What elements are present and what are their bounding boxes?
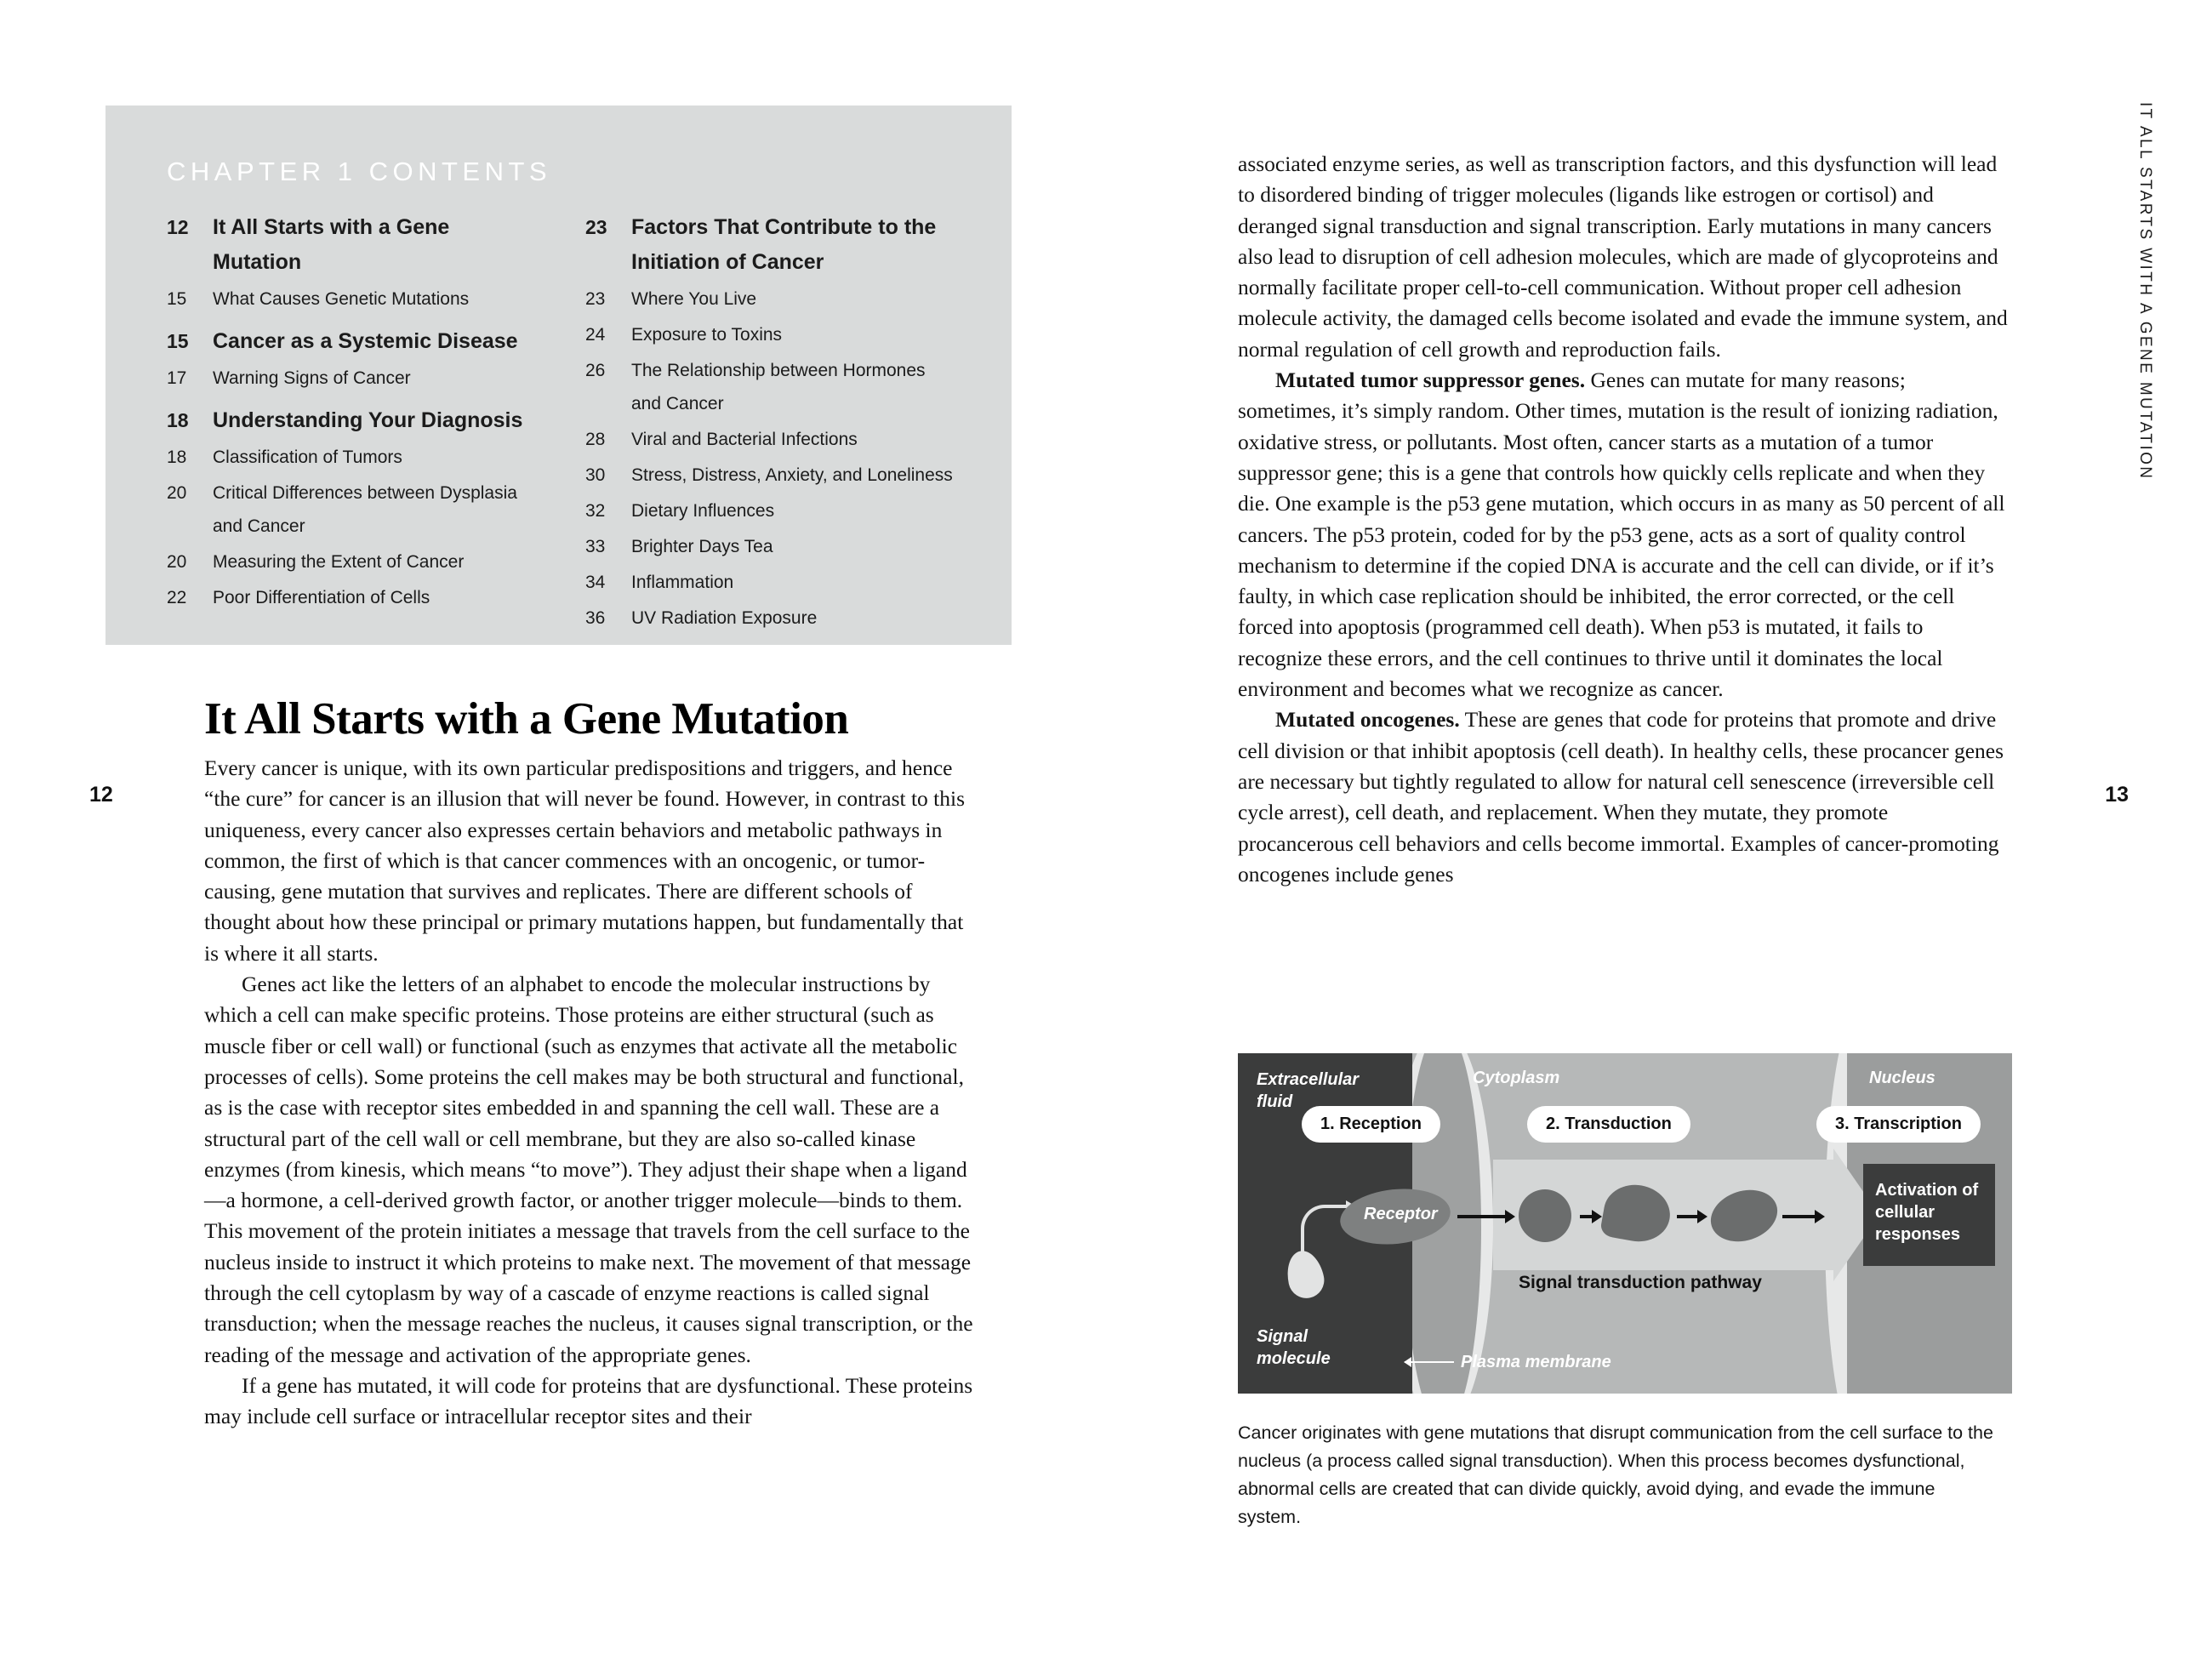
toc-entry-label: Brighter Days Tea (631, 537, 773, 556)
toc-entry-label: Poor Differentiation of Cells (213, 588, 430, 607)
toc-page-number: 15 (167, 289, 187, 309)
toc-entry-label: Understanding Your Diagnosis (213, 408, 523, 432)
toc-page-number: 17 (167, 368, 187, 388)
toc-entry[interactable] (167, 282, 534, 316)
toc-entry[interactable] (167, 441, 534, 474)
paragraph (1238, 704, 2008, 890)
paragraph: If a gene has mutated, it will code for proteins that are dysfunctional. These proteins may include cell surface or intracellular receptor sites and their (204, 1372, 973, 1429)
paragraph-text: These are genes that code for proteins that promote and drive cell division or that inhibit apoptosis (cell death). In healthy cells, these procancer genes are necessary but tightly regulated to allow for natural cell senescence (irreversible cell cycle arrest), cell death, and replacement. When they mutate, they promote procancerous cell behaviors and cells become immortal. Examples of cancer-promoting oncogenes include genes (1238, 707, 2004, 887)
toc-entry[interactable] (167, 403, 534, 438)
toc-entry[interactable] (167, 581, 534, 614)
protein-blob-1 (1519, 1189, 1571, 1242)
toc-entry-label: Classification of Tumors (213, 448, 402, 467)
binding-arrow-icon (1301, 1205, 1347, 1261)
toc-entry[interactable] (167, 362, 534, 395)
toc-entry[interactable] (167, 324, 534, 359)
toc-entry[interactable] (585, 530, 953, 563)
right-page (1106, 0, 2212, 1659)
nucleus-label: Nucleus (1869, 1069, 1936, 1087)
paragraph-lead-in: Mutated oncogenes. (1275, 707, 1460, 733)
toc-page-number: 15 (167, 330, 189, 352)
toc-column-1 (167, 210, 534, 635)
toc-page-number: 33 (585, 537, 606, 556)
toc-entry[interactable] (167, 545, 534, 579)
toc-page-number: 12 (167, 216, 189, 238)
signal-arrow-icon (1580, 1215, 1593, 1218)
toc-entry-label: The Relationship between Hormones and Cancer (631, 361, 926, 413)
toc-entry-label: Inflammation (631, 573, 734, 592)
toc-page-number: 32 (585, 501, 606, 521)
paragraph: associated enzyme series, as well as transcription factors, and this dysfunction will lead to disordered binding of trigger molecules (ligands like estrogen or cortisol) and deranged signal transduction and signal transcription. Early mutations in many cancers also lead to disruption of cell adhesion molecules, which are made of glycoproteins and normally facilitate proper cell-to-cell communication. Without proper cell adhesion molecule activity, the damaged cells become isolated and evade the immune system, and normal regulation of cell growth and reproduction fails. (1238, 151, 2008, 362)
toc-entry-label: Cancer as a Systemic Disease (213, 329, 518, 353)
toc-page-number: 34 (585, 573, 606, 592)
paragraph-text: Genes can mutate for many reasons; sometimes, it’s simply random. Other times, mutation is the result of ionizing radiation, oxidative stress, or pollutants. Most often, cancer starts as a mutation of a tumor suppressor gene; this is a gene that controls how quickly cells replicate and when they die. One example is the p53 gene mutation, which occurs in as many as 50 percent of all cancers. The p53 protein, coded for by the p53 gene, acts as a sort of quality control mechanism to determine if the copied DNA is accurate and the cell can divide, or if it’s faulty, in which case replication should be inhibited, the error corrected, or the cell forced into apoptosis (programmed cell death). When p53 is mutated, it fails to recognize these errors, and the cell continues to thrive until it dominates the local environment and becomes what we recognize as cancer. (1238, 368, 2005, 702)
toc-entry-label: It All Starts with a Gene Mutation (213, 215, 450, 274)
toc-entry-label: Exposure to Toxins (631, 325, 783, 345)
toc-entry[interactable] (585, 354, 953, 420)
left-body-text (204, 753, 974, 1433)
extracellular-fluid-label: Extracellular fluid (1257, 1070, 1360, 1111)
toc-column-2 (585, 210, 953, 635)
toc-page-number: 20 (167, 552, 187, 572)
signal-molecule-label: Signal molecule (1257, 1327, 1331, 1368)
figure-caption: Cancer originates with gene mutations that disrupt communication from the cell surface to the nucleus (a process called signal transduction). When this process becomes dysfunctional, abnormal cells are created that can divide quickly, avoid dying, and evade the immune system. (1238, 1422, 1993, 1527)
toc-page-number: 23 (585, 216, 607, 238)
paragraph: Genes act like the letters of an alphabet to encode the molecular instructions by which a cell can make specific proteins. Those proteins are either structural (such as muscle fiber or cell wall) or functional (such as enzymes that activate all the metabolic processes of cells). Some proteins the cell makes may be both structural and functional, as is the case with receptor sites embedded in and spanning the cell wall. These are a structural part of the cell wall or cell membrane, but they are also so-called kinase enzymes (from kinesis, which means “to move”). They adjust their shape when a ligand—a hormone, a cell-derived growth factor, or another trigger molecule—binds to them. This movement of the protein initiates a message that travels from the cell surface to the nucleus inside to instruct it which proteins to make next. The movement of that message through the cell cytoplasm by way of a cascade of enzyme reactions is called signal transduction; when the message reaches the nucleus, it causes signal transcription, or the reading of the message and activation of the appropriate genes. (204, 972, 973, 1367)
toc-page-number: 24 (585, 325, 606, 345)
toc-entry[interactable] (585, 494, 953, 527)
toc-page-number: 36 (585, 608, 606, 628)
toc-entry[interactable] (585, 282, 953, 316)
toc-page-number: 20 (167, 483, 187, 503)
toc-entry-label: Dietary Influences (631, 501, 775, 521)
signal-arrow-icon (1782, 1215, 1816, 1218)
page-title: It All Starts with a Gene Mutation (204, 694, 849, 744)
right-body-text (1238, 149, 2008, 890)
step-transduction-badge: 2. Transduction (1527, 1106, 1690, 1143)
toc-page-number: 22 (167, 588, 187, 607)
chapter-contents-box (105, 105, 1012, 645)
receptor-label: Receptor (1364, 1205, 1438, 1223)
toc-page-number: 18 (167, 448, 187, 467)
running-head: IT ALL STARTS WITH A GENE MUTATION (2136, 102, 2154, 481)
toc-entry-label: Stress, Distress, Anxiety, and Loneliness (631, 465, 953, 485)
page-number-right: 13 (2105, 783, 2129, 807)
activation-of-cellular-responses-box: Activation of cellular responses (1863, 1164, 1995, 1266)
toc-entry-label: What Causes Genetic Mutations (213, 289, 470, 309)
toc-page-number: 26 (585, 361, 606, 380)
signal-transduction-diagram (1238, 1053, 2012, 1394)
plasma-membrane-label: Plasma membrane (1461, 1353, 1611, 1371)
toc-page-number: 30 (585, 465, 606, 485)
toc-page-number: 23 (585, 289, 606, 309)
toc-entry[interactable] (585, 423, 953, 456)
toc-entry[interactable] (585, 459, 953, 492)
signal-arrow-icon (1457, 1215, 1507, 1218)
toc-entry[interactable] (585, 318, 953, 351)
toc-entry[interactable] (585, 566, 953, 599)
paragraph-lead-in: Mutated tumor suppressor genes. (1275, 368, 1586, 393)
toc-entry[interactable] (167, 210, 534, 280)
toc-entry[interactable] (585, 210, 953, 280)
step-transcription-badge: 3. Transcription (1816, 1106, 1981, 1143)
toc-entry-label: Measuring the Extent of Cancer (213, 552, 465, 572)
signal-arrow-icon (1677, 1215, 1699, 1218)
cytoplasm-label: Cytoplasm (1473, 1069, 1560, 1087)
toc-entry-label: UV Radiation Exposure (631, 608, 818, 628)
toc-entry-label: Where You Live (631, 289, 757, 309)
toc-entry-label: Factors That Contribute to the Initiation of Cancer (631, 215, 937, 274)
toc-entry-label: Viral and Bacterial Infections (631, 430, 858, 449)
toc-entry[interactable] (167, 476, 534, 543)
toc-entry-label: Critical Differences between Dysplasia and Cancer (213, 483, 517, 536)
chapter-contents-columns (167, 210, 954, 635)
toc-entry-label: Warning Signs of Cancer (213, 368, 411, 388)
paragraph: Every cancer is unique, with its own particular predispositions and triggers, and hence “the cure” for cancer is an illusion that will never be found. However, in contrast to this uniqueness, every cancer also expresses certain behaviors and metabolic pathways in common, the first of which is that cancer commences with an oncogenic, or tumor-causing, gene mutation that survives and replicates. There are different schools of thought about how these principal or primary mutations happen, but fundamentally that is where it all starts. (204, 755, 966, 966)
plasma-membrane-pointer-icon (1405, 1361, 1454, 1363)
step-reception-badge: 1. Reception (1302, 1106, 1440, 1143)
page-number-left: 12 (89, 783, 113, 807)
chapter-contents-heading: CHAPTER 1 CONTENTS (167, 157, 552, 186)
toc-page-number: 28 (585, 430, 606, 449)
toc-entry[interactable] (585, 601, 953, 635)
toc-page-number: 18 (167, 409, 189, 431)
signal-transduction-pathway-label: Signal transduction pathway (1519, 1273, 1762, 1292)
paragraph (1238, 365, 2008, 704)
